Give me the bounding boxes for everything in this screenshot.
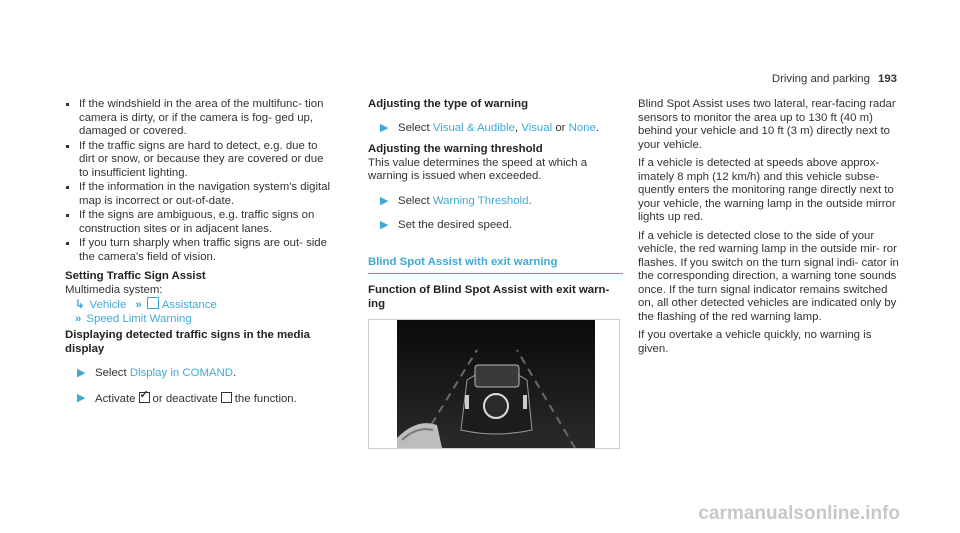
step: ▶ Select Visual & Audible, Visual or None. (380, 121, 600, 134)
display-in-comand-link[interactable]: Display in COMAND (129, 367, 234, 379)
checked-box-icon (139, 392, 150, 403)
section-heading: Blind Spot Assist with exit warning (368, 256, 623, 275)
menu-path (65, 297, 335, 313)
function-heading: Function of Blind Spot Assist with exit warn- ing (368, 284, 610, 310)
list-item: If the traffic signs are hard to detect, e.g. due to dirt or snow, or because they are covered or due to insufficient lighting. (65, 140, 335, 181)
list-item: If the signs are ambiguous, e.g. traffic signs on construction sites or in adjacent lanes. (65, 209, 335, 236)
paragraph: If a vehicle is detected close to the side of your vehicle, the red warning lamp in the outside mir- ror flashes. If you switch on the turn signal indi- cator in the corresponding direction, a warning tone sounds once. If the turn signal indicator remains switched on, all other detected vehicles are indicated only by the flashing of the red warning lamp. (638, 229, 899, 323)
visual-audible-link[interactable]: Visual & Audible (432, 121, 515, 134)
page-header (772, 73, 897, 85)
list-item: If the information in the navigation system's digital map is incorrect or out-of-date. (65, 181, 335, 208)
illustration (368, 319, 620, 449)
step-arrow-icon: ▶ (77, 391, 86, 404)
car-icon (147, 297, 159, 309)
display-heading: Displaying detected traffic signs in the media display (65, 329, 310, 355)
unchecked-box-icon (221, 392, 232, 403)
path-assistance[interactable]: Assistance (161, 299, 217, 311)
chevron-right-icon: » (135, 299, 142, 311)
step: ▶ Select Warning Threshold. (380, 194, 532, 207)
column-1 (65, 98, 335, 406)
none-link[interactable]: None (568, 121, 596, 134)
list-item: If you turn sharply when traffic signs are out- side the camera's field of vision. (65, 237, 335, 264)
threshold-description: This value determines the speed at which a warning is issued when exceeded. (368, 156, 588, 182)
paragraph: If a vehicle is detected at speeds above approx- imately 8 mph (12 km/h) and this vehicle subse- quently enters the monitoring range directly next to your vehicle, the warning lamp in the outside mirror lights up red. (638, 157, 896, 223)
page-number: 193 (877, 73, 897, 85)
column-2 (368, 98, 623, 449)
paragraph: If you overtake a vehicle quickly, no warning is given. (638, 329, 872, 355)
blind-spot-illustration (397, 320, 595, 448)
column-3 (638, 98, 900, 356)
step: ▶ Set the desired speed. (380, 219, 512, 231)
multimedia-label: Multimedia system: (65, 283, 163, 296)
path-vehicle[interactable]: Vehicle (89, 299, 127, 311)
section-title: Driving and parking (771, 73, 870, 85)
warning-type-heading: Adjusting the type of warning (368, 98, 529, 110)
list-item: If the windshield in the area of the multifunc- tion camera is dirty, or if the camera is fog- ged up, damaged or covered. (65, 98, 335, 139)
step: ▶ Activate✓ or deactivate the function. (65, 392, 335, 407)
path-arrow-icon: ↳ (75, 299, 85, 311)
watermark: carmanualsonline.info (698, 503, 900, 524)
step: ▶ Select Display in COMAND. (77, 367, 237, 379)
setting-heading: Setting Traffic Sign Assist (65, 270, 206, 282)
step-arrow-icon: ▶ (380, 121, 389, 134)
warning-threshold-link[interactable]: Warning Threshold (432, 194, 529, 207)
paragraph: Blind Spot Assist uses two lateral, rear-facing radar sensors to monitor the area up to 130 ft (40 m) behind your vehicle and 10 ft (3 m) directly next to your vehicle. (638, 98, 896, 151)
step-arrow-icon: ▶ (380, 194, 389, 207)
warning-threshold-heading: Adjusting the warning threshold (368, 143, 543, 155)
menu-path-2 (65, 313, 335, 327)
visual-link[interactable]: Visual (521, 121, 553, 134)
vehicle-graphic (397, 320, 595, 448)
step-arrow-icon: ▶ (380, 219, 389, 231)
path-speed-limit[interactable]: Speed Limit Warning (86, 312, 192, 325)
step-arrow-icon: ▶ (77, 367, 86, 379)
chevron-right-icon: » (75, 312, 82, 325)
